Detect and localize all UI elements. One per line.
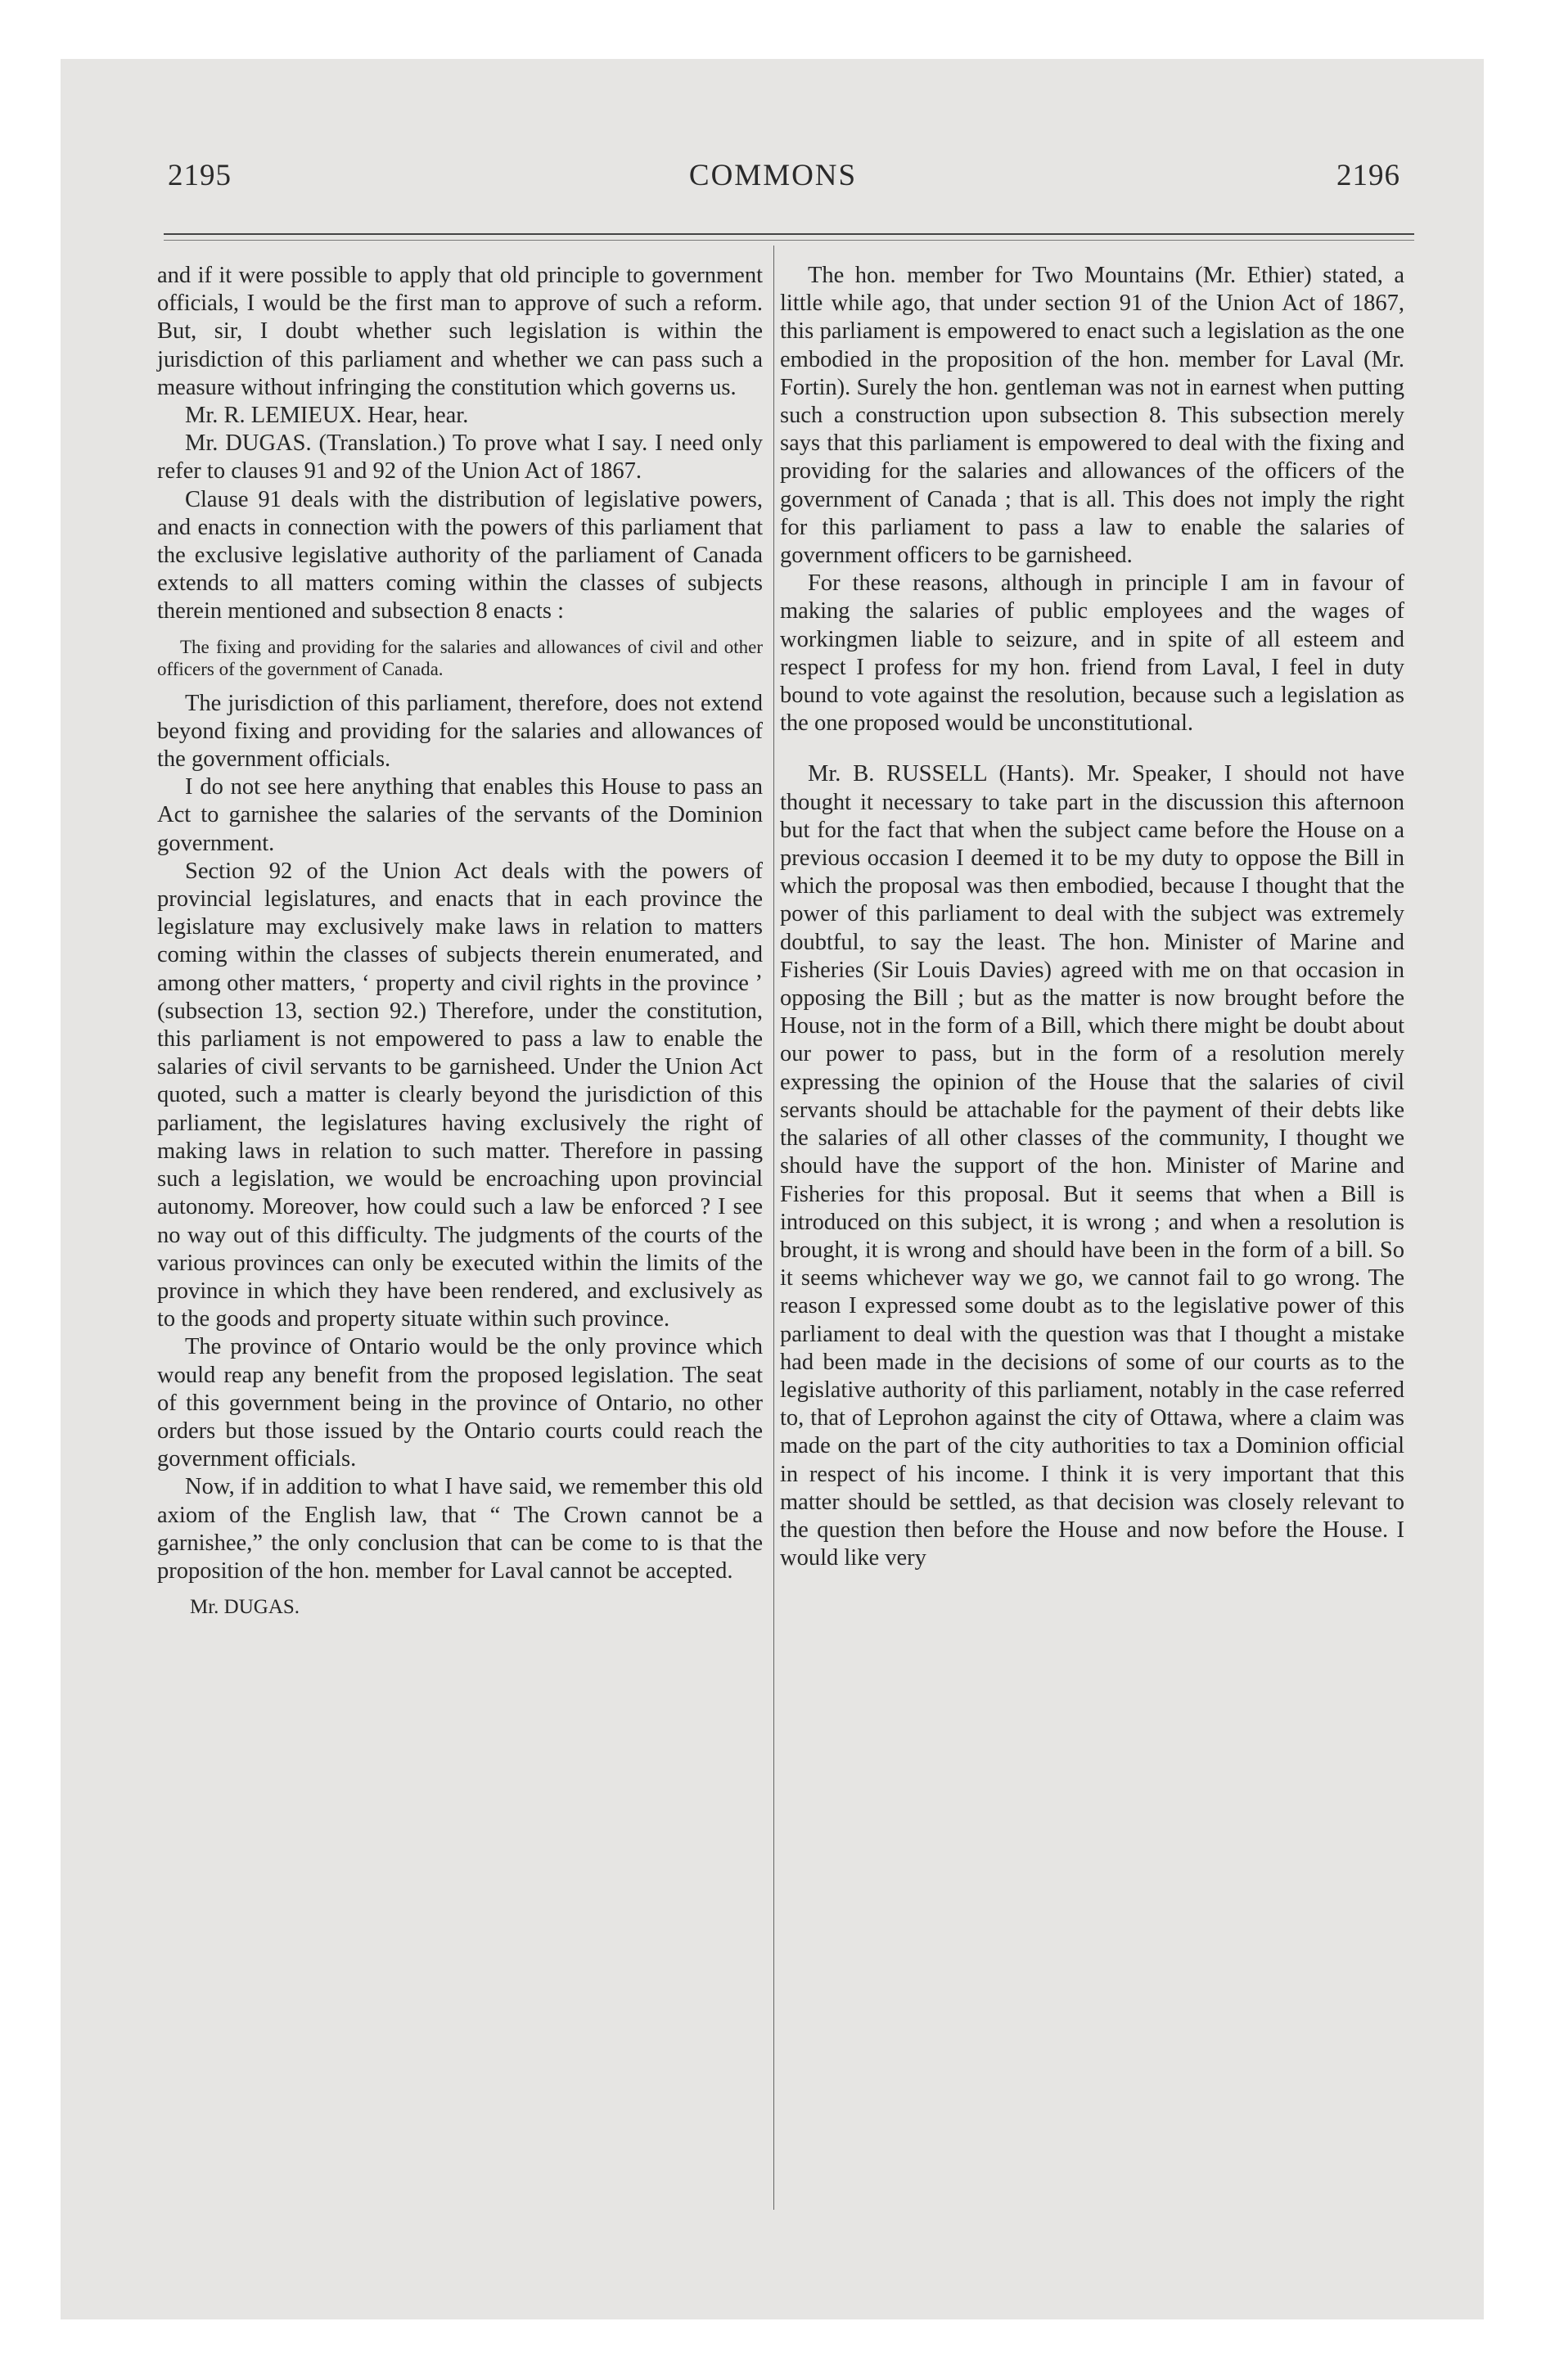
running-title: COMMONS bbox=[688, 159, 858, 192]
speaker-signature: Mr. DUGAS. bbox=[190, 1596, 300, 1619]
paragraph: I do not see here anything that enables this House to pass an Act to garnishee the salaries of the servants of the Dominion government. bbox=[157, 774, 763, 856]
right-column bbox=[780, 262, 1404, 1572]
paragraph: Clause 91 deals with the distribution of legislative powers, and enacts in connection with the powers of this parliament that the exclusive legislative authority of the parliament of Canada extends to all matters coming within the classes of subjects therein mentioned and subsection 8 enacts : bbox=[157, 486, 763, 624]
speaker-paragraph: Mr. B. RUSSELL (Hants). Mr. Speaker, I should not have thought it necessary to take part in the discussion this afternoon but for the fact that when the subject came before the House on a previous occasion I deemed it to be my duty to oppose the Bill in which the proposal was then embodied, because I thought that the power of this parliament to deal with the subject was extremely doubtful, to say the least. The hon. Minister of Marine and Fisheries (Sir Louis Davies) agreed with me on that occasion in opposing the Bill ; but as the matter is now brought before the House, not in the form of a Bill, which there might be doubt about our power to pass, but in the form of a resolution merely expressing the opinion of the House that the salaries of civil servants should be attachable for the payment of their debts like the salaries of all other classes of the community, I thought we should have the support of the hon. Minister of Marine and Fisheries for this proposal. But it seems that when a Bill is introduced on this subject, it is wrong ; and when a resolution is brought, it is wrong and should have been in the form of a bill. So it seems whichever way we go, we cannot fail to go wrong. The reason I expressed some doubt as to the legislative power of this parliament to deal with the question was that I thought a mistake had been made in the decisions of some of our courts as to the legislative authority of this parliament, notably in the case referred to, that of Leprohon against the city of Ottawa, where a claim was made on the part of the city authorities to tax a Dominion official in respect of his income. I think it is very important that this matter should be settled, as that decision was closely relevant to the question then before the House and now before the House. I would like very bbox=[780, 761, 1404, 1571]
quoted-statute: The fixing and providing for the salaries and allowances of civil and other officers of the government of Canada. bbox=[157, 636, 763, 679]
paragraph: Now, if in addition to what I have said, we remember this old axiom of the English law, that “ The Crown cannot be a garnishee,” the only conclusion that can be come to is that the proposition of the hon. member for Laval cannot be accepted. bbox=[157, 1474, 763, 1584]
column-divider bbox=[773, 246, 774, 2210]
paragraph: The hon. member for Two Mountains (Mr. Ethier) stated, a little while ago, that under section 91 of the Union Act of 1867, this parliament is empowered to enact such a legislation as the one embodied in the proposition of the hon. member for Laval (Mr. Fortin). Surely the hon. gentleman was not in earnest when putting such a construction upon subsection 8. This subsection merely says that this parliament is empowered to deal with the fixing and providing for the salaries and allowances of the officers of the government of Canada ; that is all. This does not imply the right for this parliament to pass a law to enable the salaries of government officers to be garnisheed. bbox=[780, 263, 1404, 569]
header-rule-thin bbox=[164, 240, 1414, 241]
left-page-number: 2195 bbox=[168, 159, 232, 192]
paragraph: The province of Ontario would be the only province which would reap any benefit from the proposed legislation. The seat of this government being in the province of Ontario, no other orders but those issued by the Ontario courts could reach the government officials. bbox=[157, 1334, 763, 1472]
paragraph: and if it were possible to apply that old principle to government officials, I would be the first man to approve of such a reform. But, sir, I doubt whether such legislation is within the jurisdiction of this parliament and whether we can pass such a measure without infringing the constitution which governs us. bbox=[157, 263, 763, 400]
paragraph: The jurisdiction of this parliament, therefore, does not extend beyond fixing and providing for the salaries and allowances of the government officials. bbox=[157, 690, 763, 773]
speaker-interjection: Mr. R. LEMIEUX. Hear, hear. bbox=[185, 403, 469, 429]
paragraph: Section 92 of the Union Act deals with the powers of provincial legislatures, and enacts that in each province the legislature may exclusively make laws in relation to matters coming within the classes of subjects therein enumerated, and among other matters, ‘ property and civil rights in the province ’ (subsection 13, section 92.) Therefore, under the constitution, this parliament is not empowered to pass a law to enable the salaries of civil servants to be garnisheed. Under the Union Act quoted, such a matter is clearly beyond the jurisdiction of this parliament, the legislatures having exclusively the right of making laws in relation to such matter. Therefore in passing such a legislation, we would be encroaching upon provincial autonomy. Moreover, how could such a law be enforced ? I see no way out of this difficulty. The judgments of the courts of the various provinces can only be executed within the limits of the province in which they have been rendered, and exclusively as to the goods and property situate within such province. bbox=[157, 858, 763, 1332]
page-header bbox=[0, 158, 1546, 199]
speech-break bbox=[780, 737, 1404, 760]
left-column bbox=[157, 262, 763, 1621]
right-page-number: 2196 bbox=[1336, 159, 1400, 192]
speaker-paragraph: Mr. DUGAS. (Translation.) To prove what I say. I need only refer to clauses 91 and 92 of the Union Act of 1867. bbox=[157, 430, 763, 485]
header-rule bbox=[164, 233, 1414, 235]
paragraph: For these reasons, although in principle I am in favour of making the salaries of public employees and the wages of workingmen liable to seizure, and in spite of all esteem and respect I profess for my hon. friend from Laval, I feel in duty bound to vote against the resolution, because such a legislation as the one proposed would be unconstitutional. bbox=[780, 570, 1404, 737]
